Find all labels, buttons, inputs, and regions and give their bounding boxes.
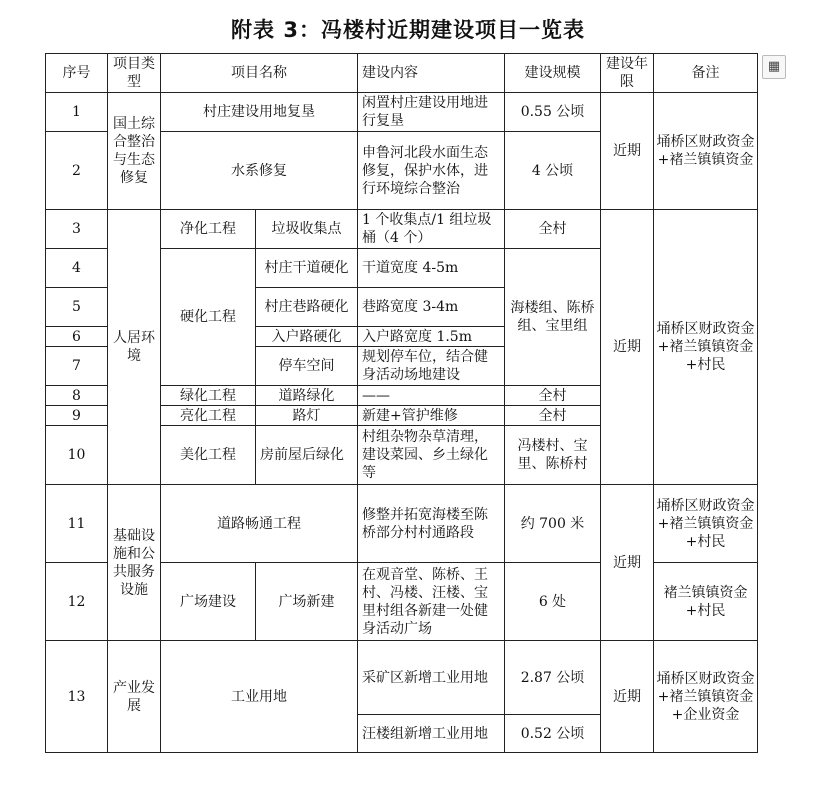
row-category: 净化工程: [161, 210, 256, 249]
row-scale: 约 700 米: [505, 485, 601, 563]
row-no: 3: [46, 210, 108, 249]
page-title: 附表 3：冯楼村近期建设项目一览表: [231, 18, 585, 42]
period-cell: 近期: [601, 641, 654, 753]
row-scale: 全村: [505, 210, 601, 249]
row-no: 4: [46, 249, 108, 288]
row-name: 停车空间: [256, 347, 358, 386]
row-content: 入户路宽度 1.5m: [358, 327, 505, 347]
header-content: 建设内容: [358, 54, 505, 93]
row-no: 5: [46, 288, 108, 327]
table-row: [46, 210, 758, 249]
row-scale: 0.52 公顷: [505, 715, 601, 753]
row-content: 闲置村庄建设用地进行复垦: [358, 93, 505, 132]
row-category: 广场建设: [161, 563, 256, 641]
group-land: 国土综合整治与生态修复: [108, 93, 161, 210]
row-name: 入户路硬化: [256, 327, 358, 347]
row-name: 垃圾收集点: [256, 210, 358, 249]
table-row: [46, 93, 758, 132]
row-scale: 6 处: [505, 563, 601, 641]
table-header-row: [46, 54, 758, 93]
note-cell: 埇桥区财政资金+褚兰镇镇资金+村民: [654, 485, 758, 563]
row-no: 1: [46, 93, 108, 132]
row-content: ——: [358, 386, 505, 406]
row-scale: 全村: [505, 386, 601, 406]
row-content: 规划停车位，结合健身活动场地建设: [358, 347, 505, 386]
row-content: 申鲁河北段水面生态修复，保护水体，进行环境综合整治: [358, 132, 505, 210]
row-name: 水系修复: [161, 132, 358, 210]
row-content: 采矿区新增工业用地: [358, 641, 505, 715]
row-category: 绿化工程: [161, 386, 256, 406]
row-scale: 全村: [505, 406, 601, 426]
row-name: 路灯: [256, 406, 358, 426]
row-content: 干道宽度 4-5m: [358, 249, 505, 288]
row-name: 村庄建设用地复垦: [161, 93, 358, 132]
row-name: 村庄干道硬化: [256, 249, 358, 288]
row-category: 硬化工程: [161, 249, 256, 386]
project-table: [45, 53, 758, 753]
header-note: 备注: [654, 54, 758, 93]
row-scale: 4 公顷: [505, 132, 601, 210]
group-industry: 产业发展: [108, 641, 161, 753]
row-name: 道路畅通工程: [161, 485, 358, 563]
row-content: 在观音堂、陈桥、王村、冯楼、汪楼、宝里村组各新建一处健身活动广场: [358, 563, 505, 641]
row-scale: 冯楼村、宝里、陈桥村: [505, 426, 601, 485]
row-no: 7: [46, 347, 108, 386]
row-name: 道路绿化: [256, 386, 358, 406]
row-category: 亮化工程: [161, 406, 256, 426]
period-cell: 近期: [601, 210, 654, 485]
header-type: 项目类型: [108, 54, 161, 93]
row-name: 村庄巷路硬化: [256, 288, 358, 327]
row-no: 2: [46, 132, 108, 210]
table-row: [46, 485, 758, 563]
row-no: 13: [46, 641, 108, 753]
header-name: 项目名称: [161, 54, 358, 93]
row-scale: 0.55 公顷: [505, 93, 601, 132]
period-cell: 近期: [601, 93, 654, 210]
row-scale: 2.87 公顷: [505, 641, 601, 715]
row-scale: 海楼组、陈桥组、宝里组: [505, 249, 601, 386]
row-name: 广场新建: [256, 563, 358, 641]
row-no: 10: [46, 426, 108, 485]
row-content: 1 个收集点/1 组垃圾桶（4 个）: [358, 210, 505, 249]
table-row: [46, 641, 758, 715]
row-no: 12: [46, 563, 108, 641]
period-cell: 近期: [601, 485, 654, 641]
row-no: 9: [46, 406, 108, 426]
row-no: 11: [46, 485, 108, 563]
row-name: 房前屋后绿化: [256, 426, 358, 485]
row-content: 汪楼组新增工业用地: [358, 715, 505, 753]
row-content: 新建+管护维修: [358, 406, 505, 426]
table-view-icon[interactable]: ▦: [762, 55, 786, 79]
note-cell: 埇桥区财政资金+褚兰镇镇资金: [654, 93, 758, 210]
row-content: 修整并拓宽海楼至陈桥部分村村通路段: [358, 485, 505, 563]
header-scale: 建设规模: [505, 54, 601, 93]
row-content: 村组杂物杂草清理，建设菜园、乡土绿化等: [358, 426, 505, 485]
group-living: 人居环境: [108, 210, 161, 485]
row-no: 6: [46, 327, 108, 347]
row-no: 8: [46, 386, 108, 406]
note-cell: 埇桥区财政资金+褚兰镇镇资金+企业资金: [654, 641, 758, 753]
row-name: 工业用地: [161, 641, 358, 753]
note-cell: 埇桥区财政资金+褚兰镇镇资金+村民: [654, 210, 758, 485]
row-content: 巷路宽度 3-4m: [358, 288, 505, 327]
header-seq: 序号: [46, 54, 108, 93]
group-infra: 基础设施和公共服务设施: [108, 485, 161, 641]
header-period: 建设年限: [601, 54, 654, 93]
note-cell: 褚兰镇镇资金+村民: [654, 563, 758, 641]
row-category: 美化工程: [161, 426, 256, 485]
